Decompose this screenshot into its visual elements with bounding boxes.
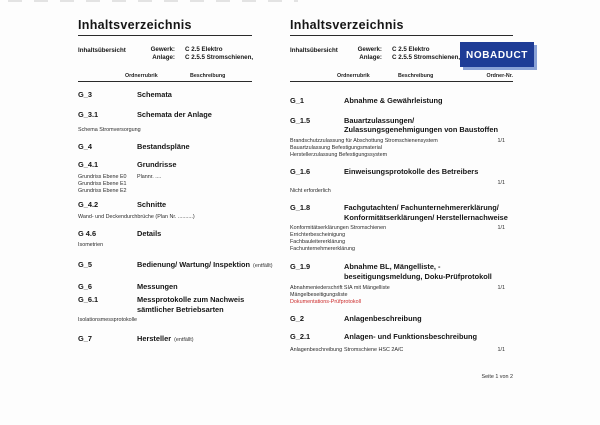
entry-code: G_2 (290, 314, 304, 323)
toc-entry (78, 200, 273, 210)
entry-notes (290, 347, 513, 354)
document-meta (78, 46, 273, 64)
note-line: Herstellerzulassung Befestigungssystem (290, 151, 388, 158)
entry-title: Messprotokolle zum Nachweis sämtlicher Betriebsarten (137, 295, 245, 314)
note-line: Fachunternehmererklärung (290, 246, 356, 252)
entry-code: G_4.2 (78, 200, 99, 209)
note-line: Grundriss Ebene E2 (78, 188, 127, 194)
nobaduct-logo-text: NOBADUCT (466, 50, 529, 61)
entry-title: Fachgutachten/ Fachunternehmererklärung/ Konformitätserklärungen/ Herstellernachweise (344, 203, 508, 222)
page-title: Inhaltsverzeichnis (290, 18, 513, 36)
entry-code: G_4.1 (78, 159, 99, 169)
entry-title: Bestandspläne (137, 142, 190, 151)
entry-code: G_1.5 (290, 115, 311, 125)
entry-notes (290, 180, 513, 195)
toc-entry (78, 334, 273, 346)
anlage-label: Anlage: (152, 54, 175, 61)
column-beschreibung: Beschreibung (190, 73, 226, 79)
entry-notes (290, 285, 513, 306)
note-line (290, 180, 513, 187)
note-line: Wand- und Deckendurchbrüche (Plan Nr. ..........) (78, 213, 195, 220)
note-line: Fachbauleitererklärung (290, 239, 346, 245)
meta-pairs (346, 46, 460, 61)
note-line: Grundriss Ebene E1 (78, 181, 127, 187)
note-line red-note: Dokumentations-Prüfprotokoll (290, 299, 362, 305)
column-headers (78, 73, 252, 82)
entry-suffix: (entfällt) (174, 337, 194, 343)
entry-title: Details (137, 228, 162, 238)
column-ordnerrubrik: Ordnerrubrik (125, 73, 158, 79)
entry-code: G 4.6 (78, 228, 97, 238)
entry-code: G_1.8 (290, 203, 311, 212)
toc-entry (290, 203, 513, 222)
entry-code: G_3 (78, 90, 92, 99)
column-ordnerrubrik: Ordnerrubrik (337, 73, 370, 79)
toc-entry (78, 282, 273, 292)
note-line: Schema Stromversorgung (78, 127, 141, 133)
toc-entry (78, 110, 273, 120)
toc-entry (78, 160, 273, 170)
document-meta (290, 46, 513, 64)
entry-title: Abnahme BL, Mängelliste, -beseitigungsmeldung, Doku-Prüfprotokoll (344, 262, 492, 281)
entry-title: Anlagenbeschreibung (344, 314, 422, 323)
ordner-value: 1/1 (497, 347, 505, 353)
entry-title: Anlagen- und Funktionsbeschreibung (344, 331, 478, 341)
page-footer: Seite 1 von 2 (481, 374, 513, 380)
column-beschreibung: Beschreibung (398, 73, 434, 79)
gewerk-label: Gewerk: (150, 46, 175, 53)
note-line: Brandschutzzulassung für Abschottung Stromschienensystem 1/1 (290, 138, 513, 145)
note-line: Isometrien (78, 242, 104, 248)
scan-edge-artifact (8, 0, 298, 2)
toc-page-left (78, 18, 273, 346)
entry-title: Schemata der Anlage (137, 109, 212, 119)
entry-code: G_6 (78, 281, 92, 291)
note-line: Isolationsmessprotokolle (78, 317, 138, 323)
entry-title: Schemata (137, 90, 172, 99)
entry-notes (290, 225, 513, 253)
entry-title: Bedienung/ Wartung/ Inspektion (entfällt) (137, 260, 273, 269)
gewerk-value: C 2.5 Elektro (185, 46, 223, 53)
column-headers (290, 73, 513, 82)
entry-title: Grundrisse (137, 159, 177, 169)
note-line: Nicht erforderlich (290, 188, 331, 194)
toc-entry (290, 167, 513, 177)
toc-entry (290, 262, 513, 281)
entry-code: G_1.6 (290, 166, 311, 176)
ordner-value: 1/1 (497, 180, 505, 186)
entry-notes (78, 174, 273, 195)
meta-pairs (139, 46, 253, 61)
overview-label: Inhaltsübersicht (78, 47, 126, 54)
note-line: Mängelbeseitigungsliste (290, 292, 348, 298)
entry-code: G_3.1 (78, 109, 99, 119)
entry-code: G_4 (78, 142, 92, 151)
note-line: Errichterbescheinigung (290, 232, 346, 238)
entry-code: G_1.9 (290, 262, 311, 271)
entry-code: G_7 (78, 334, 92, 343)
note-line: Bauartzulassung Befestigungsmaterial (290, 144, 382, 151)
ordner-value: 1/1 (497, 225, 505, 231)
entry-code: G_5 (78, 260, 92, 269)
entry-notes (78, 214, 273, 221)
entry-code: G_2.1 (290, 331, 311, 341)
toc-entry (78, 90, 273, 100)
overview-label: Inhaltsübersicht (290, 47, 338, 54)
entry-code: G_1 (290, 96, 304, 105)
toc-entry (290, 116, 513, 135)
entry-title: Hersteller (entfällt) (137, 334, 194, 343)
ordner-value: 1/1 (497, 137, 505, 144)
toc-entry (290, 332, 513, 342)
toc-page-right (290, 18, 529, 380)
toc-entry (78, 229, 273, 239)
entry-title: Bauartzulassungen/ Zulassungsgenehmigungen von Baustoffen (344, 115, 498, 134)
entry-suffix: (entfällt) (253, 263, 273, 269)
note-line: Abnahmeniederschrift SIA mit Mängelliste 1/1 (290, 285, 513, 292)
note-line: Konformitätserklärungen Stromschienen 1/1 (290, 225, 513, 232)
entry-title: Einweisungsprotokolle des Betreibers (344, 166, 479, 176)
toc-entry (78, 295, 273, 314)
gewerk-label: Gewerk: (357, 46, 382, 53)
entry-code: G_6.1 (78, 295, 99, 304)
entry-notes (78, 317, 273, 324)
entry-notes (78, 242, 273, 249)
gewerk-value: C 2.5 Elektro (392, 46, 430, 53)
note-line: Grundriss Ebene E0 Plannr. .... (78, 174, 162, 180)
page-title: Inhaltsverzeichnis (78, 18, 252, 36)
ordner-value: 1/1 (497, 285, 505, 291)
anlage-value: C 2.5.5 Stromschienen, (392, 54, 461, 61)
toc-entry (78, 260, 273, 272)
column-ordner-nr: Ordner-Nr. (486, 73, 513, 79)
toc-entry (290, 96, 513, 106)
toc-entry (290, 314, 513, 324)
anlage-value: C 2.5.5 Stromschienen, (185, 54, 254, 61)
anlage-label: Anlage: (359, 54, 382, 61)
note-line: Anlagenbeschreibung Stromschiene HSC 2A/C 1/1 (290, 347, 513, 354)
entry-title: Messungen (137, 281, 178, 291)
entry-title: Abnahme & Gewährleistung (344, 96, 443, 105)
entry-notes (290, 138, 513, 159)
entry-notes (78, 127, 273, 134)
toc-entry (78, 142, 273, 152)
entry-title: Schnitte (137, 200, 167, 209)
